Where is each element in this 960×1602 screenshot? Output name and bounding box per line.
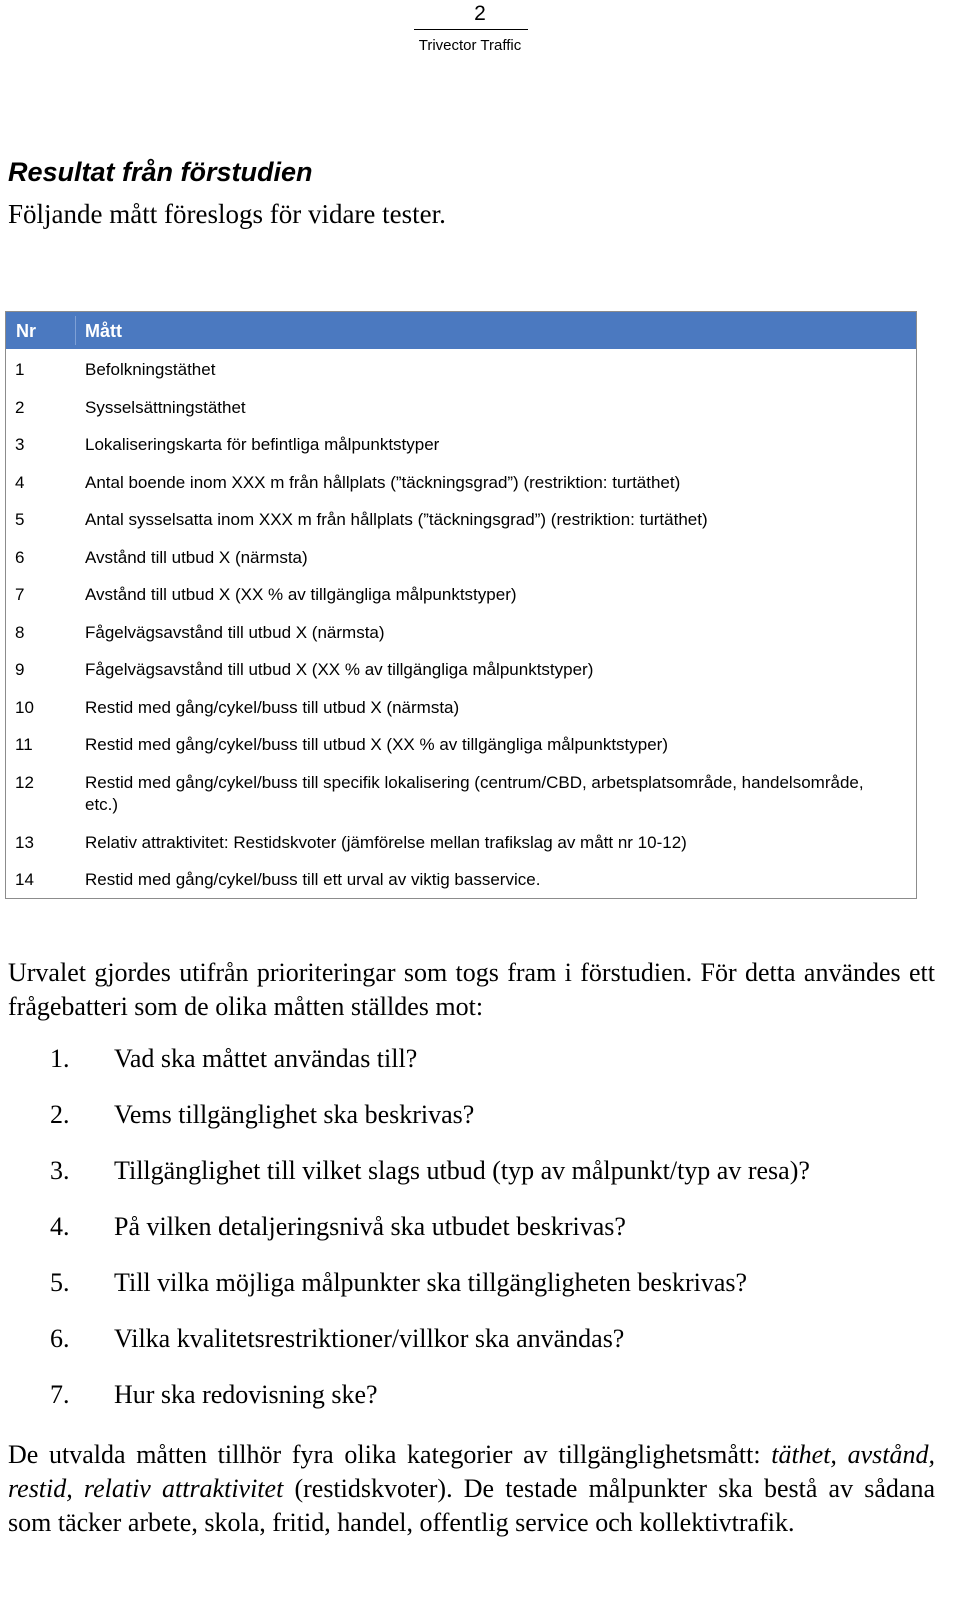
row-nr: 1 bbox=[15, 360, 25, 379]
row-text: Restid med gång/cykel/buss till utbud X (XX % av tillgängliga målpunktstyper) bbox=[85, 735, 669, 754]
list-item-number: 7. bbox=[50, 1380, 70, 1409]
row-nr: 5 bbox=[15, 510, 25, 529]
list-item-text: Vad ska måttet användas till? bbox=[114, 1044, 418, 1073]
list-item-text: Till vilka möjliga målpunkter ska tillgängligheten beskrivas? bbox=[114, 1268, 748, 1297]
intro-text: Följande mått föreslogs för vidare tester. bbox=[8, 199, 446, 229]
table-row bbox=[6, 822, 916, 860]
row-nr: 4 bbox=[15, 472, 25, 492]
row-nr: 9 bbox=[15, 660, 25, 679]
row-nr: 6 bbox=[15, 547, 25, 567]
row-nr: 12 bbox=[15, 772, 34, 792]
table-row bbox=[6, 462, 916, 500]
row-text: Sysselsättningstäthet bbox=[85, 397, 246, 417]
list-item-number: 5. bbox=[50, 1268, 70, 1297]
list-item-text: På vilken detaljeringsnivå ska utbudet beskrivas? bbox=[114, 1212, 626, 1241]
column-header-matt: Mått bbox=[85, 321, 122, 341]
table-row bbox=[6, 859, 916, 897]
categories-text-end: (restidskvoter). De testade målpunkter ska bestå av sådana som täcker arbete, skola, fritid, handel, offentlig service och kollektivtrafik. bbox=[8, 1474, 935, 1537]
row-text: Befolkningstäthet bbox=[85, 360, 216, 379]
selection-paragraph: Urvalet gjordes utifrån prioriteringar som togs fram i förstudien. För detta användes ett frågebatteri som de olika måtten ställdes mot: bbox=[8, 958, 935, 1021]
categories-list: täthet, avstånd, restid, relativ attraktivitet bbox=[8, 1440, 935, 1503]
row-text: Lokaliseringskarta för befintliga målpunktstyper bbox=[85, 435, 440, 454]
header-divider bbox=[414, 29, 528, 30]
row-nr: 13 bbox=[15, 832, 34, 852]
row-nr: 10 bbox=[15, 697, 34, 717]
row-nr: 7 bbox=[15, 585, 25, 604]
table-row bbox=[6, 387, 916, 425]
table-row bbox=[6, 612, 916, 650]
measures-table bbox=[5, 311, 917, 899]
row-nr: 14 bbox=[15, 870, 34, 889]
row-nr: 2 bbox=[15, 397, 25, 417]
list-item-text: Hur ska redovisning ske? bbox=[114, 1380, 378, 1409]
row-nr: 3 bbox=[15, 435, 25, 454]
header-separator bbox=[75, 316, 76, 345]
list-item-text: Vilka kvalitetsrestriktioner/villkor ska användas? bbox=[114, 1324, 625, 1353]
row-text: Relativ attraktivitet: Restidskvoter (jämförelse mellan trafikslag av mått nr 10-12) bbox=[85, 832, 687, 852]
row-text: Antal sysselsatta inom XXX m från hållplats (”täckningsgrad”) (restriktion: turtäthet) bbox=[85, 510, 708, 529]
row-text: Avstånd till utbud X (närmsta) bbox=[85, 547, 308, 567]
table-row bbox=[6, 649, 916, 687]
table-row bbox=[6, 537, 916, 575]
list-item-number: 3. bbox=[50, 1156, 70, 1185]
row-text: Restid med gång/cykel/buss till specifik lokalisering (centrum/CBD, arbetsplatsområde, handelsområde, etc.) bbox=[85, 772, 864, 814]
table-row bbox=[6, 762, 916, 822]
table-row bbox=[6, 687, 916, 725]
company-name: Trivector Traffic bbox=[418, 37, 522, 54]
row-text: Avstånd till utbud X (XX % av tillgängliga målpunktstyper) bbox=[85, 585, 517, 604]
row-nr: 8 bbox=[15, 622, 25, 642]
row-text: Restid med gång/cykel/buss till utbud X (närmsta) bbox=[85, 697, 460, 717]
row-text: Fågelvägsavstånd till utbud X (XX % av tillgängliga målpunktstyper) bbox=[85, 660, 594, 679]
table-row bbox=[6, 499, 916, 537]
table-row bbox=[6, 349, 916, 387]
table-row bbox=[6, 574, 916, 612]
list-item-number: 6. bbox=[50, 1324, 70, 1353]
categories-text-start: De utvalda måtten tillhör fyra olika kategorier av tillgänglighetsmått: bbox=[8, 1440, 772, 1469]
list-item-text: Vems tillgänglighet ska beskrivas? bbox=[114, 1100, 475, 1129]
list-item-number: 4. bbox=[50, 1212, 70, 1241]
column-header-nr: Nr bbox=[16, 321, 37, 341]
list-item-text: Tillgänglighet till vilket slags utbud (typ av målpunkt/typ av resa)? bbox=[114, 1156, 810, 1185]
table-row bbox=[6, 724, 916, 762]
row-text: Antal boende inom XXX m från hållplats (”täckningsgrad”) (restriktion: turtäthet) bbox=[85, 472, 681, 492]
list-item-number: 1. bbox=[50, 1044, 70, 1073]
table-row bbox=[6, 424, 916, 462]
row-text: Fågelvägsavstånd till utbud X (närmsta) bbox=[85, 622, 385, 642]
page-number: 2 bbox=[474, 2, 486, 25]
categories-paragraph bbox=[8, 1438, 935, 1540]
row-nr: 11 bbox=[15, 735, 33, 754]
table-header bbox=[6, 312, 916, 349]
row-text: Restid med gång/cykel/buss till ett urval av viktig basservice. bbox=[85, 870, 541, 889]
section-title: Resultat från förstudien bbox=[8, 157, 313, 187]
list-item-number: 2. bbox=[50, 1100, 70, 1129]
